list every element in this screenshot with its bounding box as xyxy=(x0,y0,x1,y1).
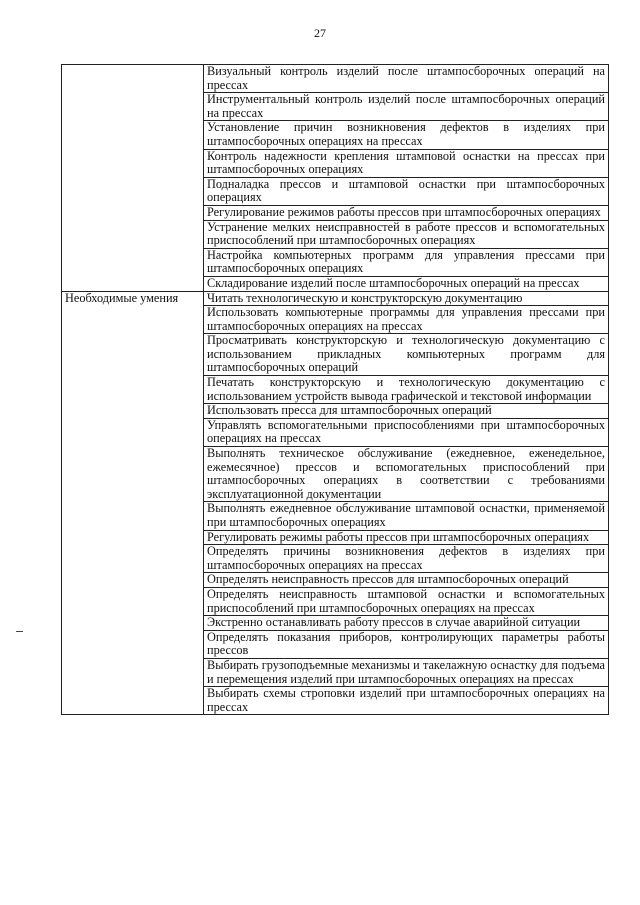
requirement-cell: Определять неисправность прессов для штампосборочных операций xyxy=(204,573,609,588)
requirement-cell: Установление причин возникновения дефектов в изделиях при штампосборочных операциях на прессах xyxy=(204,121,609,149)
requirement-cell: Выполнять техническое обслуживание (ежедневное, еженедельное, ежемесячное) прессов и вспомогательных приспособлений при штампосборочных операциях в соответствии с требованиями эксплуатационной документации xyxy=(204,447,609,502)
page-number: 27 xyxy=(314,26,326,40)
requirement-cell: Определять неисправность штамповой оснастки и вспомогательных приспособлений при штампосборочных операциях на прессах xyxy=(204,587,609,615)
requirements-table-body xyxy=(62,65,609,715)
requirement-cell: Экстренно останавливать работу прессов в случае аварийной ситуации xyxy=(204,616,609,631)
requirement-cell: Выбирать схемы строповки изделий при штампосборочных операциях на прессах xyxy=(204,687,609,715)
requirements-table xyxy=(61,64,609,715)
requirement-cell: Регулирование режимов работы прессов при штампосборочных операциях xyxy=(204,205,609,220)
requirement-cell: Выполнять ежедневное обслуживание штамповой оснастки, применяемой при штампосборочных операциях xyxy=(204,502,609,530)
requirement-cell: Управлять вспомогательными приспособлениями при штампосборочных операциях на прессах xyxy=(204,418,609,446)
section-label: Необходимые умения xyxy=(62,291,204,715)
requirement-cell: Настройка компьютерных программ для управления прессами при штампосборочных операциях xyxy=(204,248,609,276)
section-label xyxy=(62,65,204,292)
margin-mark xyxy=(16,631,23,632)
requirement-cell: Использовать компьютерные программы для управления прессами при штампосборочных операциях на прессах xyxy=(204,306,609,334)
table-row xyxy=(62,291,609,306)
requirement-cell: Визуальный контроль изделий после штампосборочных операций на прессах xyxy=(204,65,609,93)
requirement-cell: Читать технологическую и конструкторскую документацию xyxy=(204,291,609,306)
requirement-cell: Печатать конструкторскую и технологическую документацию с использованием устройств вывода графической и текстовой информации xyxy=(204,376,609,404)
requirement-cell: Регулировать режимы работы прессов при штампосборочных операциях xyxy=(204,530,609,545)
requirement-cell: Контроль надежности крепления штамповой оснастки на прессах при штампосборочных операциях xyxy=(204,149,609,177)
table-row xyxy=(62,65,609,93)
requirement-cell: Складирование изделий после штампосборочных операций на прессах xyxy=(204,276,609,291)
requirement-cell: Инструментальный контроль изделий после штампосборочных операций на прессах xyxy=(204,93,609,121)
requirement-cell: Использовать пресса для штампосборочных операций xyxy=(204,404,609,419)
requirement-cell: Подналадка прессов и штамповой оснастки при штампосборочных операциях xyxy=(204,177,609,205)
requirement-cell: Определять причины возникновения дефектов в изделиях при штампосборочных операциях на прессах xyxy=(204,545,609,573)
requirement-cell: Определять показания приборов, контролирующих параметры работы прессов xyxy=(204,630,609,658)
requirement-cell: Устранение мелких неисправностей в работе прессов и вспомогательных приспособлений при штампосборочных операциях xyxy=(204,220,609,248)
requirement-cell: Просматривать конструкторскую и технологическую документацию с использованием прикладных компьютерных программ для штампосборочных операций xyxy=(204,334,609,376)
requirement-cell: Выбирать грузоподъемные механизмы и такелажную оснастку для подъема и перемещения изделий при штампосборочных операциях на прессах xyxy=(204,658,609,686)
